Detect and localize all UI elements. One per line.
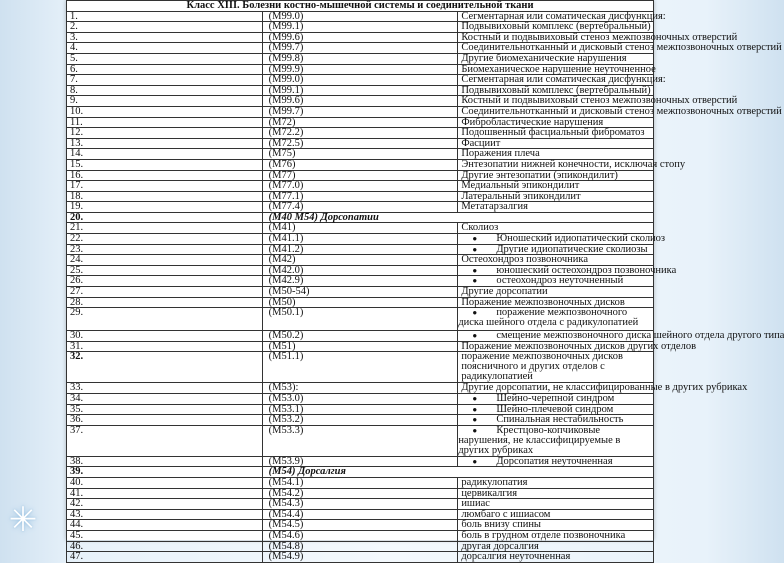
row-name-text: Другие дорсопатии (461, 286, 548, 298)
bullet-icon: ● (472, 308, 478, 318)
row-name (458, 456, 654, 467)
table-row (67, 96, 654, 107)
table-row (67, 85, 654, 96)
bullet-icon: ● (472, 276, 478, 286)
row-name-text: люмбаго с ишиасом (461, 508, 551, 520)
row-number: 47. (67, 552, 263, 563)
table-row (67, 552, 654, 563)
table-row (67, 128, 654, 139)
table-header: Класс XIII. Болезни костно-мышечной системы и соединительной ткани (67, 1, 654, 12)
row-name (458, 181, 654, 192)
table-row (67, 106, 654, 117)
row-code: (M75) (262, 149, 458, 160)
row-code: (M53.1) (262, 404, 458, 415)
row-code: (M99.1) (262, 85, 458, 96)
row-code: (M99.1) (262, 22, 458, 33)
row-name-text: Фасциит (461, 137, 501, 149)
table-header-row (67, 1, 654, 12)
row-code: (M99.0) (262, 11, 458, 22)
table-row (67, 212, 654, 223)
table-row (67, 43, 654, 54)
row-code: (M42) (262, 255, 458, 266)
row-number: 5. (67, 53, 263, 64)
row-name-text: Другие дорсопатии, не классифицированные в других рубриках (461, 382, 748, 394)
row-name (458, 330, 784, 342)
row-name-text: Энтезопатии нижней конечности, исключая стопу (461, 158, 686, 170)
row-code: (M77.0) (262, 181, 458, 192)
row-code: (M54) Дорсалгия (262, 467, 653, 478)
row-name (458, 530, 654, 541)
table-row (67, 138, 654, 149)
row-name (458, 499, 654, 510)
star-decoration-icon: ✳ (8, 502, 38, 539)
row-name (458, 287, 654, 298)
row-code: (M54.6) (262, 530, 458, 541)
row-name (458, 552, 654, 563)
row-number: 20. (67, 212, 263, 223)
table-row (67, 244, 654, 255)
row-code: (M99.0) (262, 75, 458, 86)
table-row (67, 488, 654, 499)
row-code: (M50.1) (262, 308, 458, 331)
table-row (67, 32, 654, 43)
table-row (67, 149, 654, 160)
table-row (67, 11, 654, 22)
row-number: 16. (67, 170, 263, 181)
row-number: 46. (67, 541, 263, 552)
row-code: (M53.0) (262, 394, 458, 405)
table-row (67, 276, 654, 287)
row-name-text: Биомеханическое нарушение неуточненное (461, 63, 656, 75)
row-number: 2. (67, 22, 263, 33)
row-code: (M54.2) (262, 488, 458, 499)
row-code: (M72.5) (262, 138, 458, 149)
table-row (67, 541, 654, 552)
row-name (458, 128, 654, 139)
row-name (458, 264, 677, 276)
table-row (67, 425, 654, 456)
row-code: (M41.2) (262, 244, 458, 255)
row-name-text: Подвывиховый комплекс (вертебральный) (461, 84, 651, 96)
row-name-text: остеохондроз неуточненный (496, 275, 624, 287)
row-name (458, 85, 654, 96)
row-number: 32. (67, 352, 263, 383)
row-number: 21. (67, 223, 263, 234)
row-name (458, 233, 666, 245)
table-row (67, 22, 654, 33)
row-name (458, 404, 654, 415)
row-number: 13. (67, 138, 263, 149)
row-name-text: радикулопатия (461, 476, 528, 488)
row-number: 18. (67, 191, 263, 202)
bullet-icon: ● (472, 415, 478, 425)
row-name (458, 352, 654, 383)
bullet-icon: ● (472, 425, 478, 435)
table-row (67, 467, 654, 478)
row-name-text: Спинальная нестабильность (496, 414, 624, 426)
row-name-text: Сегментарная или соматическая дисфункция: (461, 10, 666, 22)
row-code: (M53.2) (262, 415, 458, 426)
row-name-text: боль в грудном отделе позвоночника (461, 529, 626, 541)
table-row (67, 383, 654, 394)
table-row (67, 265, 654, 276)
bullet-icon: ● (472, 265, 478, 275)
row-number: 43. (67, 509, 263, 520)
row-name-text: юношеский остеохондроз позвоночника (496, 264, 677, 276)
row-name-text: смещение межпозвоночного диска шейного отдела другого типа (496, 330, 784, 342)
row-number: 19. (67, 202, 263, 213)
bullet-icon: ● (472, 244, 478, 254)
row-name (458, 202, 654, 213)
row-code: (M99.7) (262, 43, 458, 54)
table-row (67, 520, 654, 531)
table-row (67, 75, 654, 86)
document-sheet (66, 0, 784, 563)
row-code: (M77) (262, 170, 458, 181)
row-name-text: Подвывиховый комплекс (вертебральный) (461, 21, 651, 33)
row-number: 9. (67, 96, 263, 107)
table-row (67, 53, 654, 64)
row-number: 11. (67, 117, 263, 128)
row-code: (M99.6) (262, 32, 458, 43)
row-code: (M53.3) (262, 425, 458, 456)
row-name (458, 191, 654, 202)
row-number: 27. (67, 287, 263, 298)
row-code: (M42.9) (262, 276, 458, 287)
row-number: 36. (67, 415, 263, 426)
row-code: (M51.1) (262, 352, 458, 383)
row-number: 30. (67, 331, 263, 342)
row-name (458, 425, 654, 456)
table-row (67, 297, 654, 308)
table-row (67, 202, 654, 213)
bullet-icon: ● (472, 331, 478, 341)
row-number: 41. (67, 488, 263, 499)
row-code: (M50) (262, 297, 458, 308)
row-number: 31. (67, 341, 263, 352)
row-number: 26. (67, 276, 263, 287)
row-name-text: Крестцово-копчиковые нарушения, не классифицируемые в других рубриках (458, 424, 621, 456)
row-name-text: другая дорсалгия (461, 540, 539, 552)
row-number: 8. (67, 85, 263, 96)
row-name (458, 382, 748, 394)
row-number: 29. (67, 308, 263, 331)
row-number: 17. (67, 181, 263, 192)
row-code: (M40 M54) Дорсопатии (262, 212, 653, 223)
row-name (458, 170, 654, 181)
row-number: 22. (67, 234, 263, 245)
table-row (67, 341, 654, 352)
icd-table (66, 0, 784, 563)
row-number: 25. (67, 265, 263, 276)
table-row (67, 404, 654, 415)
table-row (67, 308, 654, 331)
row-name-text: Соединительнотканный и дисковый стеноз межпозвоночных отверстий (461, 42, 782, 54)
row-code: (M54.1) (262, 477, 458, 488)
table-row (67, 159, 654, 170)
row-name (458, 297, 654, 308)
row-code: (M76) (262, 159, 458, 170)
row-name (458, 276, 654, 287)
row-number: 38. (67, 456, 263, 467)
row-number: 23. (67, 244, 263, 255)
row-code: (M72.2) (262, 128, 458, 139)
table-row (67, 352, 654, 383)
row-name (458, 53, 654, 64)
table-row (67, 509, 654, 520)
row-name-text: Сколиоз (461, 222, 499, 234)
table-row (67, 64, 654, 75)
row-name (458, 308, 654, 331)
row-name (458, 64, 654, 75)
table-body (67, 10, 784, 563)
row-code: (M99.6) (262, 96, 458, 107)
row-name (458, 22, 654, 33)
row-name-text: Юношеский идиопатический сколиоз (496, 233, 666, 245)
row-code: (M51) (262, 341, 458, 352)
row-code: (M41) (262, 223, 458, 234)
row-name-text: Фибробластические нарушения (461, 116, 604, 128)
row-code: (M99.7) (262, 106, 458, 117)
row-code: (M99.8) (262, 53, 458, 64)
row-code: (M54.4) (262, 509, 458, 520)
row-number: 34. (67, 394, 263, 405)
row-code: (M53): (262, 383, 458, 394)
table-row (67, 394, 654, 405)
row-name-text: Остеохондроз позвоночника (461, 254, 588, 266)
table-row (67, 415, 654, 426)
row-name (458, 488, 654, 499)
row-number: 44. (67, 520, 263, 531)
row-code: (M42.0) (262, 265, 458, 276)
row-name (458, 394, 654, 405)
table-row (67, 530, 654, 541)
table-row (67, 191, 654, 202)
row-name-text: Шейно-черепной синдром (496, 393, 615, 404)
row-name (458, 415, 654, 426)
row-number: 15. (67, 159, 263, 170)
row-name (458, 95, 738, 107)
bullet-icon: ● (472, 404, 478, 414)
row-number: 33. (67, 383, 263, 394)
row-number: 4. (67, 43, 263, 54)
row-code: (M99.9) (262, 64, 458, 75)
bullet-icon: ● (472, 456, 478, 466)
row-name (458, 149, 654, 160)
row-name (458, 10, 666, 22)
row-code: (M54.9) (262, 552, 458, 563)
row-number: 40. (67, 477, 263, 488)
row-number: 42. (67, 499, 263, 510)
table-row (67, 170, 654, 181)
row-name-text: Дорсопатия неуточненная (496, 455, 613, 467)
row-name (458, 158, 686, 170)
row-name-text: Подошвенный фасциальный фиброматоз (461, 127, 645, 139)
row-code: (M50-54) (262, 287, 458, 298)
row-code: (M54.3) (262, 499, 458, 510)
table-row (67, 287, 654, 298)
row-name-text: Поражения плеча (461, 148, 540, 160)
row-name-text: дорсалгия неуточненная (461, 551, 571, 563)
row-name (458, 74, 666, 86)
row-code: (M41.1) (262, 234, 458, 245)
row-name (458, 117, 654, 128)
row-code: (M77.1) (262, 191, 458, 202)
bullet-icon: ● (472, 234, 478, 244)
row-name-text: Костный и подвывиховый стеноз межпозвоночных отверстий (461, 31, 738, 43)
row-name (458, 509, 654, 520)
row-code: (M54.8) (262, 541, 458, 552)
row-name-text: Метатарзалгия (461, 201, 528, 213)
table-row (67, 456, 654, 467)
row-number: 7. (67, 75, 263, 86)
row-number: 3. (67, 32, 263, 43)
row-name (458, 31, 738, 43)
row-name-text: Другие энтезопатии (эпикондилит) (461, 169, 618, 181)
table-row (67, 499, 654, 510)
row-name (458, 255, 654, 266)
table-row (67, 117, 654, 128)
row-name-text: боль внизу спины (461, 519, 541, 531)
table-row (67, 234, 654, 245)
row-name-text: Соединительнотканный и дисковый стеноз межпозвоночных отверстий (461, 105, 782, 117)
row-number: 35. (67, 404, 263, 415)
row-number: 1. (67, 11, 263, 22)
table-row (67, 331, 654, 342)
row-code: (M53.9) (262, 456, 458, 467)
table-row (67, 223, 654, 234)
row-name (458, 541, 654, 552)
table-row (67, 181, 654, 192)
row-name-text: Сегментарная или соматическая дисфункция: (461, 74, 666, 86)
row-code: (M72) (262, 117, 458, 128)
row-code: (M50.2) (262, 331, 458, 342)
row-number: 10. (67, 106, 263, 117)
row-name-text: Другие идиопатические сколиозы (496, 243, 648, 255)
row-code: (M77.4) (262, 202, 458, 213)
row-number: 45. (67, 530, 263, 541)
row-name-text: Шейно-плечевой синдром (496, 403, 614, 415)
row-name-text: Поражение межпозвоночных дисков (461, 296, 625, 308)
row-name-text: Поражение межпозвоночных дисков других отделов (461, 340, 697, 352)
row-name-text: ишиас (461, 498, 490, 510)
row-name-text: Другие биомеханические нарушения (461, 52, 627, 64)
row-number: 12. (67, 128, 263, 139)
row-name (458, 223, 654, 234)
row-name-text: поражение межпозвоночных дисков поясничного и других отделов с радикулопатией (461, 351, 623, 383)
row-name-text: цервикалгия (461, 487, 518, 499)
row-name-text: Костный и подвывиховый стеноз межпозвоночных отверстий (461, 95, 738, 107)
row-name-text: Латеральный эпикондилит (461, 190, 581, 202)
table-row (67, 477, 654, 488)
row-name-text: поражение межпозвоночного диска шейного отдела с радикулопатией (458, 307, 639, 329)
row-name (458, 138, 654, 149)
row-name (458, 477, 654, 488)
row-number: 37. (67, 425, 263, 456)
row-code: (M54.5) (262, 520, 458, 531)
row-number: 6. (67, 64, 263, 75)
row-name (458, 42, 782, 54)
row-number: 14. (67, 149, 263, 160)
row-number: 39. (67, 467, 263, 478)
row-name-text: Медиальный эпикондилит (461, 180, 580, 192)
row-name (458, 520, 654, 531)
row-name (458, 244, 654, 255)
row-name (458, 105, 782, 117)
row-number: 28. (67, 297, 263, 308)
table-row (67, 255, 654, 266)
row-name (458, 340, 697, 352)
bullet-icon: ● (472, 394, 478, 403)
row-number: 24. (67, 255, 263, 266)
